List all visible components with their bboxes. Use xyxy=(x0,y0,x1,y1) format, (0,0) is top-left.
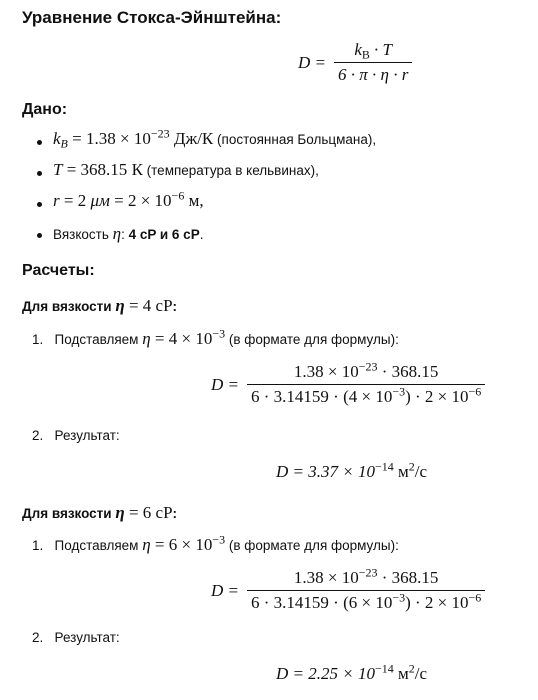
case-1-fraction xyxy=(211,359,485,407)
viscosity-label: Вязкость xyxy=(53,227,113,242)
step-number: 2. xyxy=(32,630,44,645)
eta-symbol: η xyxy=(142,329,151,348)
step-number: 1. xyxy=(32,538,44,553)
step-tail: (в формате для формулы): xyxy=(225,332,399,347)
result-value: D = 3.37 × 10 xyxy=(276,462,375,481)
fraction-lhs: D = xyxy=(211,374,239,394)
result-unit-b: /с xyxy=(414,664,428,683)
step-text: Подставляем xyxy=(54,332,143,347)
step-text: Результат: xyxy=(54,428,120,443)
case-1-colon: : xyxy=(172,299,178,314)
step-text: Подставляем xyxy=(54,538,143,553)
viscosity-colon: : xyxy=(121,227,129,242)
eta-value: = 6 × 10 xyxy=(150,535,213,554)
result-exp: −14 xyxy=(374,661,394,676)
result-unit-b: /с xyxy=(414,462,428,481)
case-1-unit: cP xyxy=(155,296,173,315)
t-symbol: T xyxy=(53,160,63,179)
formula-numerator-sub: B xyxy=(361,47,370,62)
kb-sub: B xyxy=(60,136,68,151)
bullet xyxy=(37,140,42,145)
formula-denominator: 6 · π · η · r xyxy=(334,62,412,85)
r-unit: μм xyxy=(90,191,110,210)
given-item-viscosity xyxy=(53,224,203,244)
den-b: ) · 2 × 10 xyxy=(405,387,469,406)
r-value: = 2 xyxy=(59,191,91,210)
given-item-t xyxy=(53,160,319,180)
bullet xyxy=(37,202,42,207)
page-title: Уравнение Стокса-Эйнштейна: xyxy=(22,8,282,27)
fraction-numerator xyxy=(290,359,443,384)
r-unit-si: м, xyxy=(184,191,204,210)
den-a: 6 · 3.14159 · (4 × 10 xyxy=(251,387,393,406)
formula-numerator-k: k xyxy=(354,40,362,59)
formula-lhs: D = xyxy=(298,52,326,72)
fraction-numerator xyxy=(290,565,443,590)
step-text: Результат: xyxy=(54,630,120,645)
case-2-unit: cP xyxy=(155,503,173,522)
result-value: D = 2.25 × 10 xyxy=(276,664,375,683)
calc-heading: Расчеты: xyxy=(22,262,95,279)
step-tail: (в формате для формулы): xyxy=(225,538,399,553)
result-exp: −14 xyxy=(374,459,394,474)
den-exp-2: −6 xyxy=(468,384,482,399)
formula-numerator-rest: · T xyxy=(374,40,393,59)
given-item-r xyxy=(53,188,204,211)
case-2-heading-text: Для вязкости xyxy=(22,506,116,521)
eta-symbol: η xyxy=(142,535,151,554)
case-2-heading xyxy=(22,503,177,523)
case-1-result xyxy=(276,459,428,482)
viscosity-period: . xyxy=(199,227,204,242)
formula-numerator xyxy=(350,40,396,62)
eta-value: = 4 × 10 xyxy=(150,329,213,348)
step-number: 2. xyxy=(32,428,44,443)
given-heading: Дано: xyxy=(22,101,68,118)
t-note: (температура в кельвинах), xyxy=(142,163,319,178)
num-a: 1.38 × 10 xyxy=(293,362,359,381)
step-number: 1. xyxy=(32,332,44,347)
eta-exp: −3 xyxy=(212,532,226,547)
eta-symbol: η xyxy=(112,224,122,243)
kb-exp: −23 xyxy=(150,126,170,141)
fraction-lhs: D = xyxy=(211,580,239,600)
case-2-eta: η xyxy=(115,503,125,522)
result-unit-exp: 2 xyxy=(408,661,415,676)
case-2-eta-value: = 6 xyxy=(124,503,156,522)
result-unit: м xyxy=(393,462,409,481)
result-unit-exp: 2 xyxy=(408,459,415,474)
kb-symbol: k xyxy=(53,129,61,148)
case-2-step-1 xyxy=(32,532,399,555)
kb-note: (постоянная Больцмана), xyxy=(213,132,377,147)
case-1-heading-text: Для вязкости xyxy=(22,299,116,314)
bullet xyxy=(37,171,42,176)
given-item-kb xyxy=(53,126,377,151)
case-1-eta: η xyxy=(115,296,125,315)
t-unit: К xyxy=(127,160,143,179)
case-2-fraction xyxy=(211,565,485,613)
case-1-step-2 xyxy=(32,428,120,443)
case-1-step-1 xyxy=(32,326,399,349)
num-exp: −23 xyxy=(358,359,378,374)
result-unit: м xyxy=(393,664,409,683)
eta-exp: −3 xyxy=(212,326,226,341)
kb-unit: Дж/К xyxy=(169,129,214,148)
den-a: 6 · 3.14159 · (6 × 10 xyxy=(251,593,393,612)
den-exp-2: −6 xyxy=(468,590,482,605)
num-a: 1.38 × 10 xyxy=(293,568,359,587)
num-exp: −23 xyxy=(358,565,378,580)
kb-value: = 1.38 × 10 xyxy=(67,129,151,148)
r-symbol: r xyxy=(53,191,60,210)
fraction-denominator xyxy=(247,590,485,613)
den-exp: −3 xyxy=(392,384,406,399)
num-b: · 368.15 xyxy=(377,568,439,587)
case-1-heading xyxy=(22,296,177,316)
case-1-eta-value: = 4 xyxy=(124,296,156,315)
r-value-si: = 2 × 10 xyxy=(109,191,172,210)
stokes-einstein-formula xyxy=(298,40,412,85)
t-value: = 368.15 xyxy=(62,160,128,179)
r-exp: −6 xyxy=(171,188,185,203)
num-b: · 368.15 xyxy=(377,362,439,381)
viscosity-values: 4 cP и 6 cP xyxy=(128,227,200,242)
fraction-denominator xyxy=(247,384,485,407)
case-2-colon: : xyxy=(172,506,178,521)
case-2-result xyxy=(276,661,428,684)
den-exp: −3 xyxy=(392,590,406,605)
bullet xyxy=(37,233,42,238)
case-2-step-2 xyxy=(32,630,120,645)
den-b: ) · 2 × 10 xyxy=(405,593,469,612)
